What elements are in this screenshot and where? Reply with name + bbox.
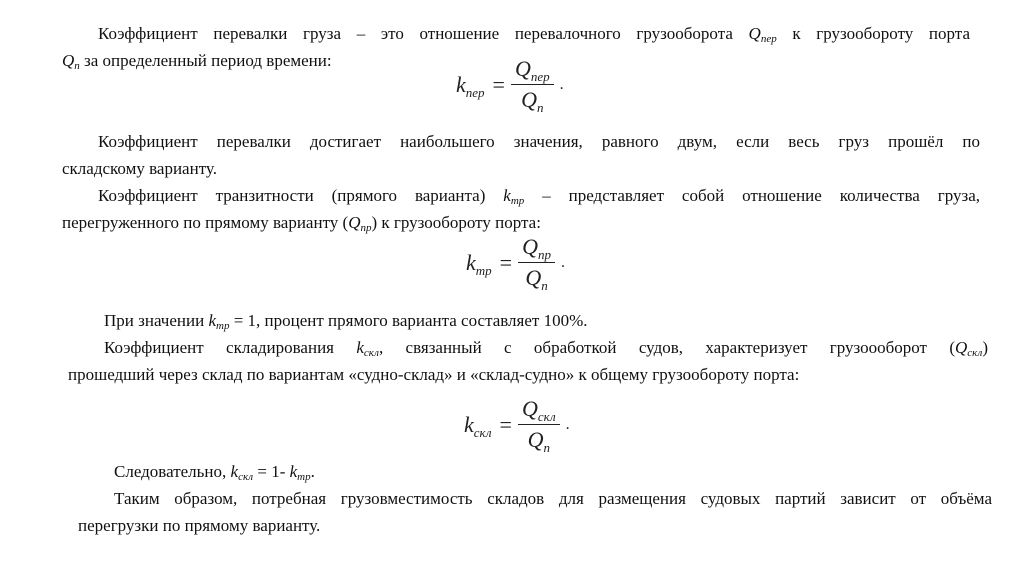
paragraph-transit-100: При значении $k_{тр} = 1$, процент прямого варианта составляет 100%. (104, 311, 588, 332)
paragraph-max-value: Коэффициент перевалки достигает наибольшего значения, равного двум, если весь груз прошёл по (98, 132, 980, 151)
fraction: $\frac{Q_{пр}}{Q_п}$ (518, 234, 555, 291)
paragraph-consequently: Следовательно, $k_{скл} = 1-$ $k_{тр}$. (114, 462, 315, 483)
paragraph-definition-transshipment: Коэффициент перевалки груза – это отношение перевалочного грузооборота $Q_{пер}$ к грузообороту порта (98, 24, 970, 45)
formula-storage-coefficient: $k_{скл}$ = $\frac{Q_{скл}}{Q_п}$ . (464, 396, 570, 455)
paragraph-max-value-cont: складскому варианту. (62, 159, 217, 178)
formula-transshipment-coefficient: $k_{пер}$ = $\frac{Q_{пер}}{Q_п}$ . (456, 56, 564, 115)
paragraph-transit-coefficient-cont: перегруженного по прямому варианту $(Q_{пр})$ к грузообороту порта: (62, 213, 541, 234)
paragraph-storage-coefficient: Коэффициент складирования $k_{скл}$, связанный с обработкой судов, характеризует грузоооборот $(Q_{скл})$ (104, 338, 989, 359)
fraction: $\frac{Q_{скл}}{Q_п}$ (518, 396, 560, 453)
paragraph-conclusion: Таким образом, потребная грузовместимость складов для размещения судовых партий зависит от объёма (114, 489, 992, 508)
paragraph-definition-transshipment-cont: $Q_п$ за определенный период времени: (62, 51, 332, 72)
paragraph-transit-coefficient: Коэффициент транзитности (прямого варианта) $k_{тр}$ – представляет собой отношение количества груза, (98, 186, 981, 207)
formula-transit-coefficient: $k_{тр}$ = $\frac{Q_{пр}}{Q_п}$ . (466, 234, 565, 293)
paragraph-conclusion-cont: перегрузки по прямому варианту. (78, 516, 321, 535)
fraction: $\frac{Q_{пер}}{Q_п}$ (511, 56, 554, 113)
paragraph-storage-coefficient-cont: прошедший через склад по вариантам «судно-склад» и «склад-судно» к общему грузообороту порта: (68, 365, 800, 384)
